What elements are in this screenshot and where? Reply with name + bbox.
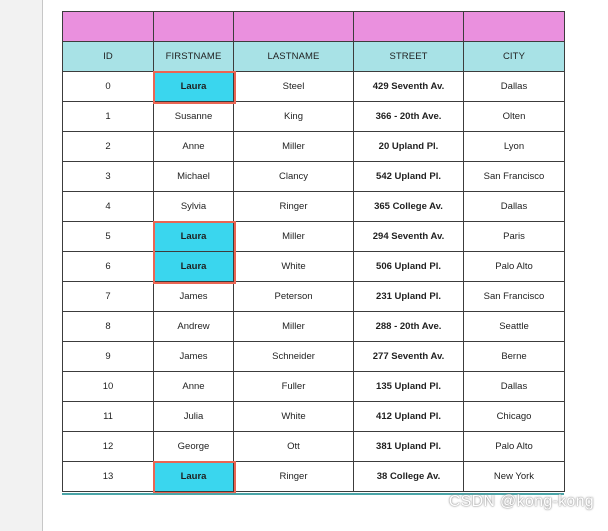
table-row (63, 282, 565, 312)
cell-firstname[interactable]: Laura (154, 72, 234, 102)
cell-firstname[interactable]: George (154, 432, 234, 462)
column-header-id[interactable]: ID (63, 42, 154, 72)
cell-lastname[interactable]: Schneider (234, 342, 354, 372)
cell-street[interactable]: 506 Upland Pl. (354, 252, 464, 282)
table-row (63, 222, 565, 252)
cell-firstname[interactable]: Julia (154, 402, 234, 432)
table-row (63, 162, 565, 192)
cell-city[interactable]: Palo Alto (464, 432, 565, 462)
table-row (63, 102, 565, 132)
cell-id[interactable]: 5 (63, 222, 154, 252)
cell-street[interactable]: 231 Upland Pl. (354, 282, 464, 312)
cell-firstname[interactable]: Michael (154, 162, 234, 192)
spreadsheet (62, 11, 564, 492)
cell-firstname[interactable]: Laura (154, 462, 234, 492)
watermark: CSDN @kong-kong (448, 493, 594, 510)
cell-city[interactable]: Dallas (464, 192, 565, 222)
cell-id[interactable]: 0 (63, 72, 154, 102)
cell-street[interactable]: 412 Upland Pl. (354, 402, 464, 432)
table-row (63, 72, 565, 102)
cell-city[interactable]: Chicago (464, 402, 565, 432)
cell-firstname[interactable]: Susanne (154, 102, 234, 132)
cell-lastname[interactable]: King (234, 102, 354, 132)
table-row (63, 132, 565, 162)
table-row (63, 372, 565, 402)
cell-street[interactable]: 277 Seventh Av. (354, 342, 464, 372)
cell-street[interactable]: 20 Upland Pl. (354, 132, 464, 162)
cell-city[interactable]: San Francisco (464, 162, 565, 192)
table-row (63, 342, 565, 372)
cell-firstname[interactable]: James (154, 342, 234, 372)
cell-firstname[interactable]: James (154, 282, 234, 312)
cell-firstname[interactable]: Andrew (154, 312, 234, 342)
cell-firstname[interactable]: Laura (154, 222, 234, 252)
cell-city[interactable]: Dallas (464, 372, 565, 402)
cell-lastname[interactable]: White (234, 402, 354, 432)
title-band-cell (354, 12, 464, 42)
cell-street[interactable]: 542 Upland Pl. (354, 162, 464, 192)
left-gutter (0, 0, 43, 531)
cell-city[interactable]: New York (464, 462, 565, 492)
title-band-cell (234, 12, 354, 42)
cell-street[interactable]: 135 Upland Pl. (354, 372, 464, 402)
column-header-street[interactable]: STREET (354, 42, 464, 72)
cell-id[interactable]: 3 (63, 162, 154, 192)
column-header-firstname[interactable]: FIRSTNAME (154, 42, 234, 72)
cell-firstname[interactable]: Anne (154, 132, 234, 162)
cell-lastname[interactable]: White (234, 252, 354, 282)
table-row (63, 402, 565, 432)
cell-city[interactable]: Seattle (464, 312, 565, 342)
cell-lastname[interactable]: Miller (234, 132, 354, 162)
cell-street[interactable]: 365 College Av. (354, 192, 464, 222)
title-band-cell (63, 12, 154, 42)
title-band-cell (464, 12, 565, 42)
cell-id[interactable]: 11 (63, 402, 154, 432)
cell-city[interactable]: Paris (464, 222, 565, 252)
table-row (63, 432, 565, 462)
cell-lastname[interactable]: Miller (234, 312, 354, 342)
cell-id[interactable]: 12 (63, 432, 154, 462)
cell-street[interactable]: 38 College Av. (354, 462, 464, 492)
cell-street[interactable]: 366 - 20th Ave. (354, 102, 464, 132)
cell-id[interactable]: 2 (63, 132, 154, 162)
cell-lastname[interactable]: Steel (234, 72, 354, 102)
cell-city[interactable]: Berne (464, 342, 565, 372)
cell-street[interactable]: 429 Seventh Av. (354, 72, 464, 102)
header-row (63, 42, 565, 72)
cell-id[interactable]: 7 (63, 282, 154, 312)
cell-id[interactable]: 1 (63, 102, 154, 132)
cell-id[interactable]: 10 (63, 372, 154, 402)
table-body (63, 72, 565, 492)
cell-lastname[interactable]: Fuller (234, 372, 354, 402)
data-table (62, 11, 565, 492)
cell-street[interactable]: 381 Upland Pl. (354, 432, 464, 462)
cell-id[interactable]: 6 (63, 252, 154, 282)
cell-lastname[interactable]: Miller (234, 222, 354, 252)
table-row (63, 312, 565, 342)
cell-firstname[interactable]: Anne (154, 372, 234, 402)
table-row (63, 192, 565, 222)
cell-lastname[interactable]: Clancy (234, 162, 354, 192)
column-header-city[interactable]: CITY (464, 42, 565, 72)
table-row (63, 462, 565, 492)
column-header-lastname[interactable]: LASTNAME (234, 42, 354, 72)
title-band-row (63, 12, 565, 42)
cell-city[interactable]: Palo Alto (464, 252, 565, 282)
title-band-cell (154, 12, 234, 42)
cell-lastname[interactable]: Ringer (234, 462, 354, 492)
table-row (63, 252, 565, 282)
cell-firstname[interactable]: Sylvia (154, 192, 234, 222)
cell-lastname[interactable]: Ott (234, 432, 354, 462)
cell-city[interactable]: San Francisco (464, 282, 565, 312)
cell-id[interactable]: 9 (63, 342, 154, 372)
cell-lastname[interactable]: Ringer (234, 192, 354, 222)
cell-street[interactable]: 294 Seventh Av. (354, 222, 464, 252)
cell-city[interactable]: Olten (464, 102, 565, 132)
cell-id[interactable]: 8 (63, 312, 154, 342)
cell-firstname[interactable]: Laura (154, 252, 234, 282)
cell-city[interactable]: Dallas (464, 72, 565, 102)
cell-street[interactable]: 288 - 20th Ave. (354, 312, 464, 342)
cell-lastname[interactable]: Peterson (234, 282, 354, 312)
cell-city[interactable]: Lyon (464, 132, 565, 162)
cell-id[interactable]: 13 (63, 462, 154, 492)
cell-id[interactable]: 4 (63, 192, 154, 222)
